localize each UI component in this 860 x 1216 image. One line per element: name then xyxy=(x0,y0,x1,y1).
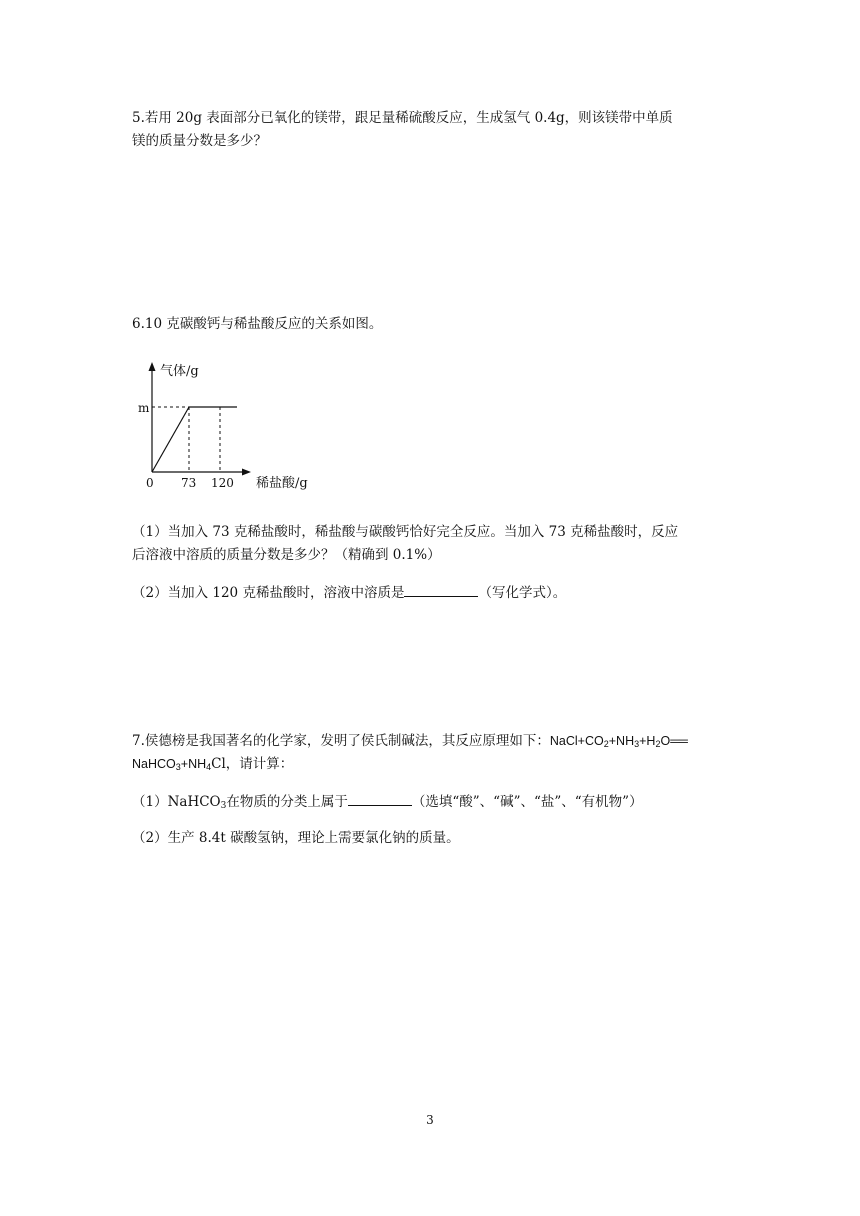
q7-equation-products xyxy=(132,757,211,771)
eq-nacl-co: NaCl+CO xyxy=(549,734,604,748)
eq-nh4-sub: 4 xyxy=(206,762,212,772)
q7-intro: 7.侯德榜是我国著名的化学家，发明了侯氏制碱法，其反应原理如下： xyxy=(132,733,550,749)
y-axis-label: 气体/g xyxy=(160,364,199,379)
x-tick-120: 120 xyxy=(211,476,234,490)
eq-co2-sub: 2 xyxy=(603,739,609,749)
q5-line-1: 5.若用 20g 表面部分已氧化的镁带，跟足量稀硫酸反应，生成氢气 0.4g，则该镁带中单质 xyxy=(132,110,673,126)
q7-part1-sub: 3 xyxy=(220,801,227,811)
q7-part1-suffix: （选填“酸”、“碱”、“盐”、“有机物”） xyxy=(411,794,643,810)
origin-label: 0 xyxy=(146,476,154,490)
q7-part1-answer-blank[interactable] xyxy=(348,791,412,806)
q5-line-2: 镁的质量分数是多少？ xyxy=(132,133,267,149)
q6-part1-line-2: 后溶液中溶质的质量分数是多少？（精确到 0.1%） xyxy=(132,547,441,563)
q7-equation xyxy=(550,734,688,748)
q6-line-1: 6.10 克碳酸钙与稀盐酸反应的关系如图。 xyxy=(132,316,383,332)
eq-h: +H xyxy=(639,734,656,748)
q7-line-2 xyxy=(132,754,293,774)
q6-part2-answer-blank[interactable] xyxy=(404,582,478,597)
eq-o-equals: O══ xyxy=(660,734,688,748)
q6-part2-suffix: （写化学式）。 xyxy=(478,585,567,601)
eq-nh: +NH xyxy=(608,734,635,748)
x-tick-73: 73 xyxy=(181,476,197,490)
q7-line-1 xyxy=(132,731,688,751)
q7-part1-mid: 在物质的分类上属于 xyxy=(226,794,348,810)
m-label: m xyxy=(138,401,150,415)
rising-line xyxy=(152,407,189,472)
eq-nahco3-sub: 3 xyxy=(175,762,181,772)
eq-h2-sub: 2 xyxy=(655,739,661,749)
eq-nh3-sub: 3 xyxy=(634,739,640,749)
q7-part2-line: （2）生产 8.4t 碳酸氢钠，理论上需要氯化钠的质量。 xyxy=(132,830,460,846)
eq-nahco: NaHCO xyxy=(132,757,176,771)
q6-part2-prefix: （2）当加入 120 克稀盐酸时，溶液中溶质是 xyxy=(132,585,405,601)
x-axis-label: 稀盐酸/g xyxy=(256,476,308,491)
x-axis-arrow xyxy=(242,469,251,476)
q7-part1-line xyxy=(132,791,643,812)
q7-part1-prefix: （1）NaHCO xyxy=(132,794,221,810)
y-axis-arrow xyxy=(149,362,156,371)
eq-nh4: +NH xyxy=(180,757,207,771)
gas-vs-acid-graph xyxy=(138,356,338,496)
page-number: 3 xyxy=(426,1113,434,1127)
q6-part2-line xyxy=(132,582,566,603)
q6-part1-line-1: （1）当加入 73 克稀盐酸时，稀盐酸与碳酸钙恰好完全反应。当加入 73 克稀盐酸时，反应 xyxy=(132,524,679,540)
q7-line-2-tail: Cl，请计算： xyxy=(211,756,294,772)
